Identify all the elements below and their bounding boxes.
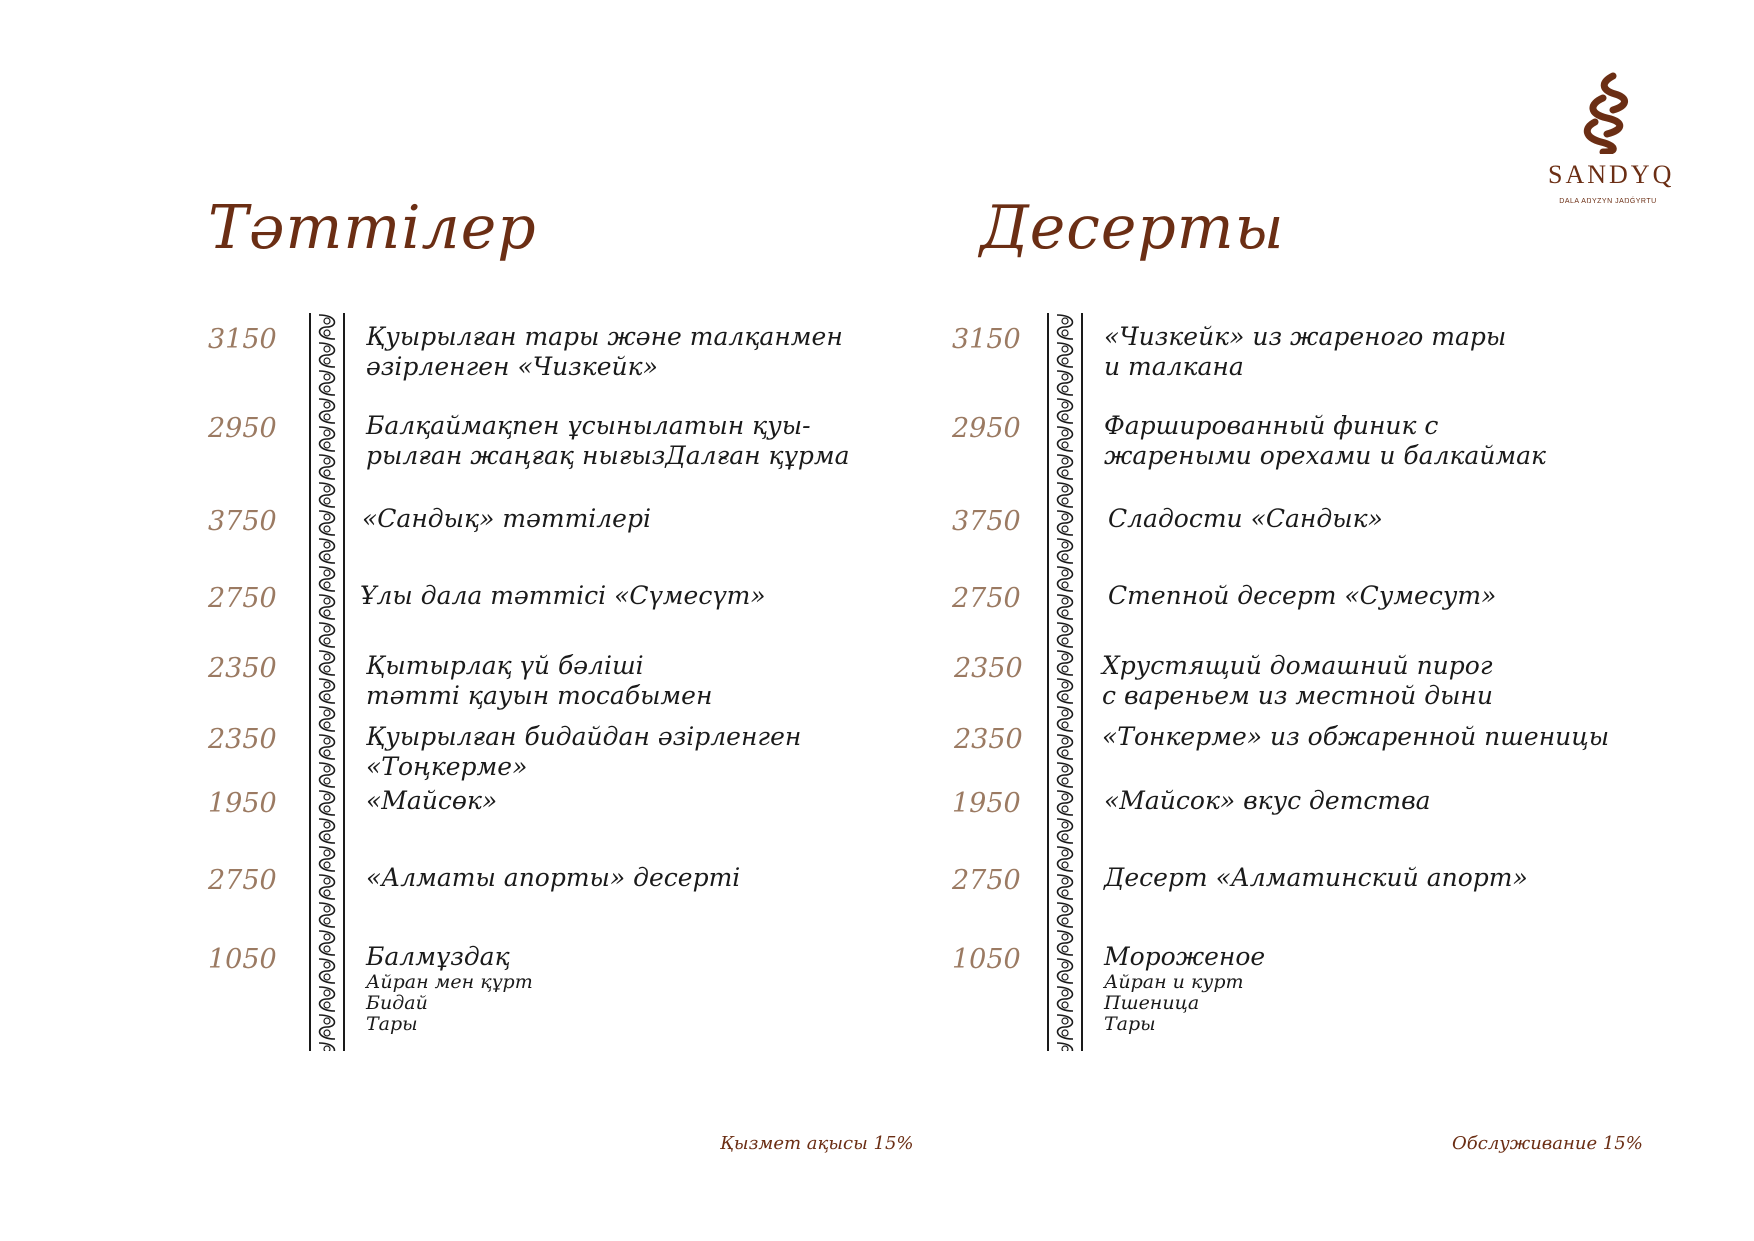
menu-item bbox=[1108, 581, 1496, 611]
item-option: Бидай bbox=[366, 992, 428, 1014]
item-name: «Майсөк» bbox=[366, 786, 498, 815]
sandyq-ornament-logo-icon bbox=[1573, 72, 1643, 154]
price: 1050 bbox=[952, 944, 1021, 975]
item-option: Пшеница bbox=[1104, 992, 1200, 1014]
item-name: жареными орехами и балкаймак bbox=[1104, 441, 1546, 470]
brand-tagline: DALA AŊYZYN JAŊǴYRTU bbox=[1559, 198, 1657, 205]
price: 2350 bbox=[208, 724, 277, 755]
item-option: Айран мен құрт bbox=[366, 971, 533, 993]
ornament-band-left bbox=[308, 313, 346, 1051]
menu-item bbox=[1104, 322, 1506, 382]
price: 3150 bbox=[208, 324, 277, 355]
item-name: Қытырлақ үй бәліші bbox=[366, 651, 644, 680]
menu-item bbox=[366, 786, 497, 816]
price: 2750 bbox=[208, 865, 277, 896]
menu-item bbox=[366, 411, 850, 471]
item-name: Хрустящий домашний пирог bbox=[1102, 651, 1493, 680]
menu-item bbox=[366, 863, 740, 893]
menu-item bbox=[1104, 942, 1265, 1035]
item-name: Фаршированный финик с bbox=[1104, 411, 1439, 440]
price: 2750 bbox=[952, 865, 1021, 896]
price: 2750 bbox=[952, 583, 1021, 614]
menu-item bbox=[360, 581, 766, 611]
item-name: Ұлы дала тәттісі «Сүмесүт» bbox=[360, 581, 766, 610]
price: 3150 bbox=[952, 324, 1021, 355]
item-name: Балқаймақпен ұсынылатын қуы- bbox=[366, 411, 811, 440]
heading-russian: Десерты bbox=[980, 193, 1285, 263]
menu-item bbox=[1102, 722, 1609, 752]
price: 1950 bbox=[952, 788, 1021, 819]
item-name: тәтті қауын тосабымен bbox=[366, 681, 713, 710]
item-name: Сладости «Сандык» bbox=[1108, 504, 1383, 533]
item-name: с вареньем из местной дыни bbox=[1102, 681, 1494, 710]
price: 2750 bbox=[208, 583, 277, 614]
item-name: Десерт «Алматинский апорт» bbox=[1104, 863, 1528, 892]
item-name: «Сандық» тәттілері bbox=[362, 504, 651, 533]
brand-name: SANDYQ bbox=[1548, 160, 1675, 189]
brand-logo bbox=[1548, 72, 1675, 205]
item-name: әзірленген «Чизкейк» bbox=[366, 352, 658, 381]
price: 2950 bbox=[208, 413, 277, 444]
heading-kazakh: Тәттілер bbox=[208, 193, 537, 263]
menu-item bbox=[366, 322, 843, 382]
item-name: Степной десерт «Сумесут» bbox=[1108, 581, 1497, 610]
item-name: Балмұздақ bbox=[366, 942, 510, 971]
item-name: «Тонкерме» из обжаренной пшеницы bbox=[1102, 722, 1610, 751]
service-charge-kazakh: Қызмет ақысы 15% bbox=[720, 1133, 914, 1154]
price: 2350 bbox=[208, 653, 277, 684]
item-name: «Майсок» вкус детства bbox=[1104, 786, 1431, 815]
ornament-band-right bbox=[1046, 313, 1084, 1051]
price: 2350 bbox=[954, 653, 1023, 684]
price: 1950 bbox=[208, 788, 277, 819]
menu-item bbox=[366, 722, 801, 782]
menu-item bbox=[1104, 786, 1431, 816]
item-name: Қуырылған тары және талқанмен bbox=[366, 322, 843, 351]
item-name: и талкана bbox=[1104, 352, 1244, 381]
price: 2350 bbox=[954, 724, 1023, 755]
menu-item bbox=[1104, 411, 1546, 471]
service-charge-russian: Обслуживание 15% bbox=[1452, 1133, 1643, 1154]
price: 3750 bbox=[952, 506, 1021, 537]
item-option: Айран и курт bbox=[1104, 971, 1244, 993]
item-name: «Тоңкерме» bbox=[366, 752, 528, 781]
menu-item bbox=[366, 651, 712, 711]
item-name: Мороженое bbox=[1104, 942, 1266, 971]
menu-item bbox=[1108, 504, 1383, 534]
menu-item bbox=[366, 942, 533, 1035]
price: 3750 bbox=[208, 506, 277, 537]
item-option: Тары bbox=[366, 1013, 418, 1035]
menu-item bbox=[362, 504, 651, 534]
item-name: «Чизкейк» из жареного тары bbox=[1104, 322, 1507, 351]
item-name: «Алматы апорты» десерті bbox=[366, 863, 741, 892]
menu-item bbox=[1104, 863, 1528, 893]
price: 1050 bbox=[208, 944, 277, 975]
item-name: Қуырылған бидайдан әзірленген bbox=[366, 722, 802, 751]
price: 2950 bbox=[952, 413, 1021, 444]
item-name: рылған жаңғақ нығызДалған құрма bbox=[366, 441, 850, 470]
item-option: Тары bbox=[1104, 1013, 1156, 1035]
menu-item bbox=[1102, 651, 1493, 711]
